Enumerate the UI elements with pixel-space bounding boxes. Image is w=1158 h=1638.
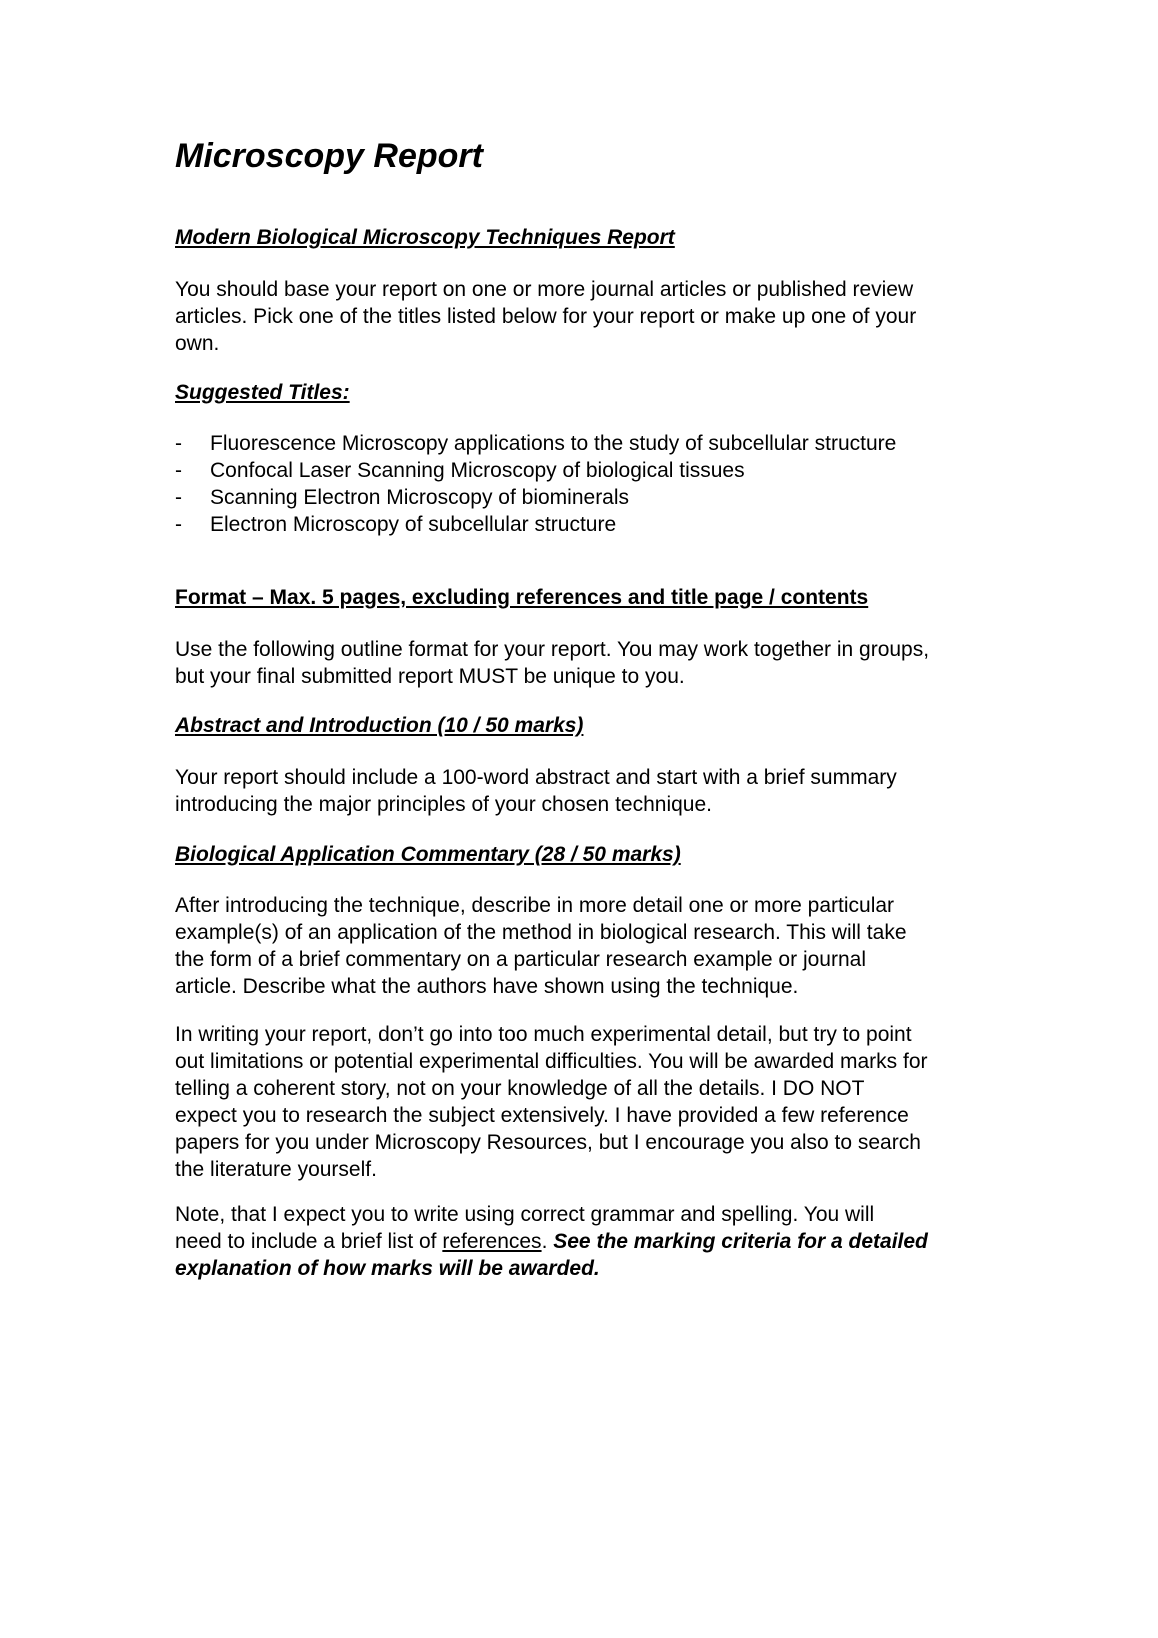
list-item-text: Confocal Laser Scanning Microscopy of biological tissues: [210, 459, 745, 482]
suggested-titles-list: [175, 430, 896, 538]
bullet-dash: -: [175, 432, 182, 455]
text-line: own.: [175, 332, 220, 355]
text-line: expect you to research the subject extensively. I have provided a few reference: [175, 1104, 909, 1127]
text-line: the literature yourself.: [175, 1158, 377, 1181]
suggested-titles-label: Suggested Titles:: [175, 381, 350, 404]
section-heading-format: Format – Max. 5 pages, excluding references and title page / contents: [175, 586, 869, 609]
list-item: [175, 457, 896, 484]
format-intro-paragraph: [175, 636, 1035, 690]
text-line: Use the following outline format for your report. You may work together in groups,: [175, 638, 930, 661]
section-heading-techniques-report: Modern Biological Microscopy Techniques Report: [175, 226, 675, 249]
application-paragraph: [175, 892, 1035, 1000]
list-item-text: Scanning Electron Microscopy of biominerals: [210, 486, 630, 509]
list-item-text: Electron Microscopy of subcellular structure: [210, 513, 617, 536]
references-link[interactable]: references: [442, 1230, 542, 1253]
abstract-heading: Abstract and Introduction (10 / 50 marks): [175, 714, 584, 737]
text-line: example(s) of an application of the method in biological research. This will take: [175, 921, 907, 944]
marking-criteria-emphasis: explanation of how marks will be awarded.: [175, 1257, 600, 1280]
marking-criteria-emphasis: See the marking criteria for a detailed: [553, 1230, 928, 1253]
note-text: need to include a brief list of: [175, 1230, 443, 1253]
list-item-text: Fluorescence Microscopy applications to the study of subcellular structure: [210, 432, 897, 455]
note-paragraph: [175, 1201, 1035, 1282]
text-line: Note, that I expect you to write using correct grammar and spelling. You will: [175, 1203, 875, 1226]
text-line: Your report should include a 100-word abstract and start with a brief summary: [175, 766, 897, 789]
bullet-dash: -: [175, 486, 182, 509]
text-line: After introducing the technique, describe in more detail one or more particular: [175, 894, 895, 917]
application-heading: Biological Application Commentary (28 / 50 marks): [175, 843, 681, 866]
note-period: .: [541, 1230, 548, 1253]
text-line: articles. Pick one of the titles listed below for your report or make up one of your: [175, 305, 917, 328]
intro-paragraph: [175, 276, 1035, 357]
text-line: the form of a brief commentary on a particular research example or journal: [175, 948, 866, 971]
text-line: telling a coherent story, not on your knowledge of all the details. I DO NOT: [175, 1077, 865, 1100]
text-line: You should base your report on one or more journal articles or published review: [175, 278, 914, 301]
text-line: papers for you under Microscopy Resources, but I encourage you also to search: [175, 1131, 921, 1154]
page-title: Microscopy Report: [175, 137, 483, 175]
text-line: introducing the major principles of your chosen technique.: [175, 793, 712, 816]
text-line: article. Describe what the authors have shown using the technique.: [175, 975, 799, 998]
writing-guidance-paragraph: [175, 1021, 1035, 1183]
list-item: [175, 511, 896, 538]
text-line: but your final submitted report MUST be unique to you.: [175, 665, 685, 688]
text-line: [175, 1228, 1035, 1255]
text-line: In writing your report, don’t go into too much experimental detail, but try to point: [175, 1023, 912, 1046]
bullet-dash: -: [175, 459, 182, 482]
bullet-dash: -: [175, 513, 182, 536]
abstract-paragraph: [175, 764, 1035, 818]
text-line: out limitations or potential experimental difficulties. You will be awarded marks for: [175, 1050, 928, 1073]
list-item: [175, 430, 896, 457]
list-item: [175, 484, 896, 511]
